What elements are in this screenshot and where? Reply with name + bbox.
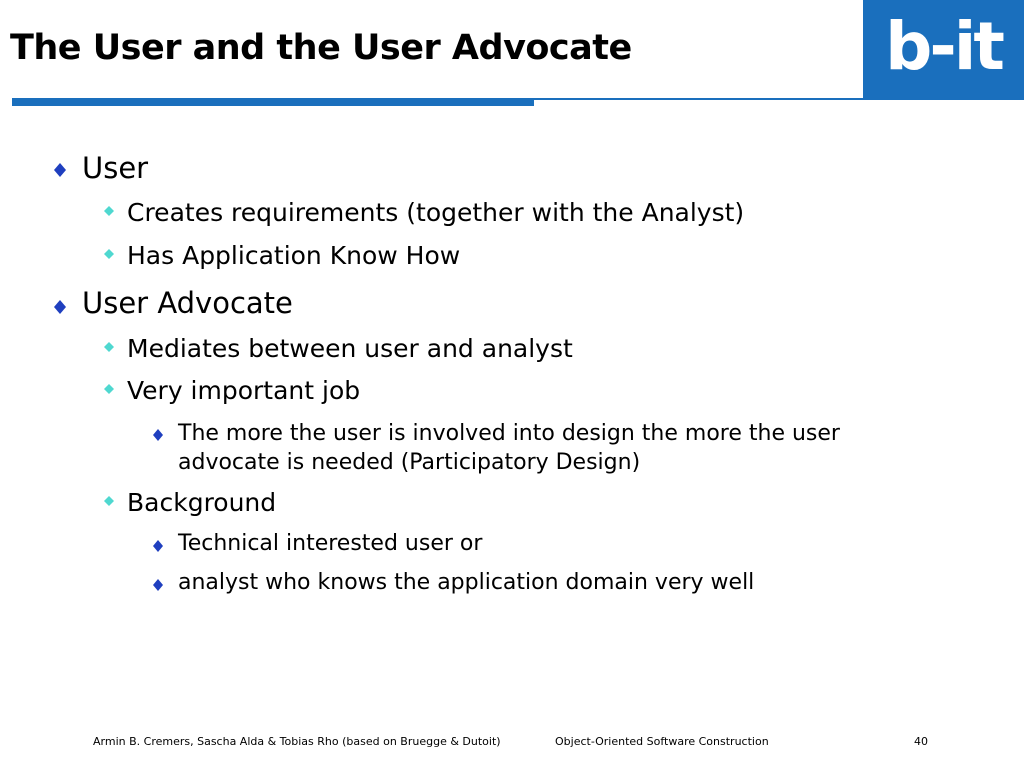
bullet-small-diamond-icon bbox=[104, 496, 114, 506]
bullet-user-advocate: User Advocate bbox=[82, 286, 293, 320]
bullet-tiny-diamond-icon bbox=[153, 579, 163, 591]
footer-authors: Armin B. Cremers, Sascha Alda & Tobias Rho (based on Bruegge & Dutoit) bbox=[93, 735, 501, 748]
bullet-participatory-line1: The more the user is involved into design the more the user bbox=[178, 421, 840, 446]
bullet-small-diamond-icon bbox=[104, 342, 114, 352]
title-underline-thin bbox=[534, 98, 864, 100]
bullet-analyst-domain: analyst who knows the application domain very well bbox=[178, 570, 755, 595]
footer-page-number: 40 bbox=[914, 735, 928, 748]
bullet-tiny-diamond-icon bbox=[153, 540, 163, 552]
footer-course: Object-Oriented Software Construction bbox=[555, 735, 769, 748]
slide-title: The User and the User Advocate bbox=[10, 28, 632, 68]
bullet-mediates: Mediates between user and analyst bbox=[127, 334, 573, 363]
bullet-background: Background bbox=[127, 488, 277, 517]
bullet-small-diamond-icon bbox=[104, 384, 114, 394]
logo-text: b-it bbox=[885, 8, 1002, 85]
bullet-creates-requirements: Creates requirements (together with the Analyst) bbox=[127, 198, 745, 227]
bullet-participatory-line2: advocate is needed (Participatory Design) bbox=[178, 450, 641, 475]
title-underline-thick bbox=[12, 98, 534, 106]
bullet-very-important-job: Very important job bbox=[127, 376, 361, 405]
bullet-small-diamond-icon bbox=[104, 206, 114, 216]
bullet-diamond-icon bbox=[54, 300, 66, 314]
b-it-logo bbox=[863, 0, 1024, 100]
bullet-diamond-icon bbox=[54, 163, 66, 177]
bullet-tiny-diamond-icon bbox=[153, 429, 163, 441]
bullet-technical-user: Technical interested user or bbox=[178, 531, 483, 556]
bullet-small-diamond-icon bbox=[104, 249, 114, 259]
bullet-application-know-how: Has Application Know How bbox=[127, 241, 461, 270]
bullet-user: User bbox=[82, 151, 149, 185]
